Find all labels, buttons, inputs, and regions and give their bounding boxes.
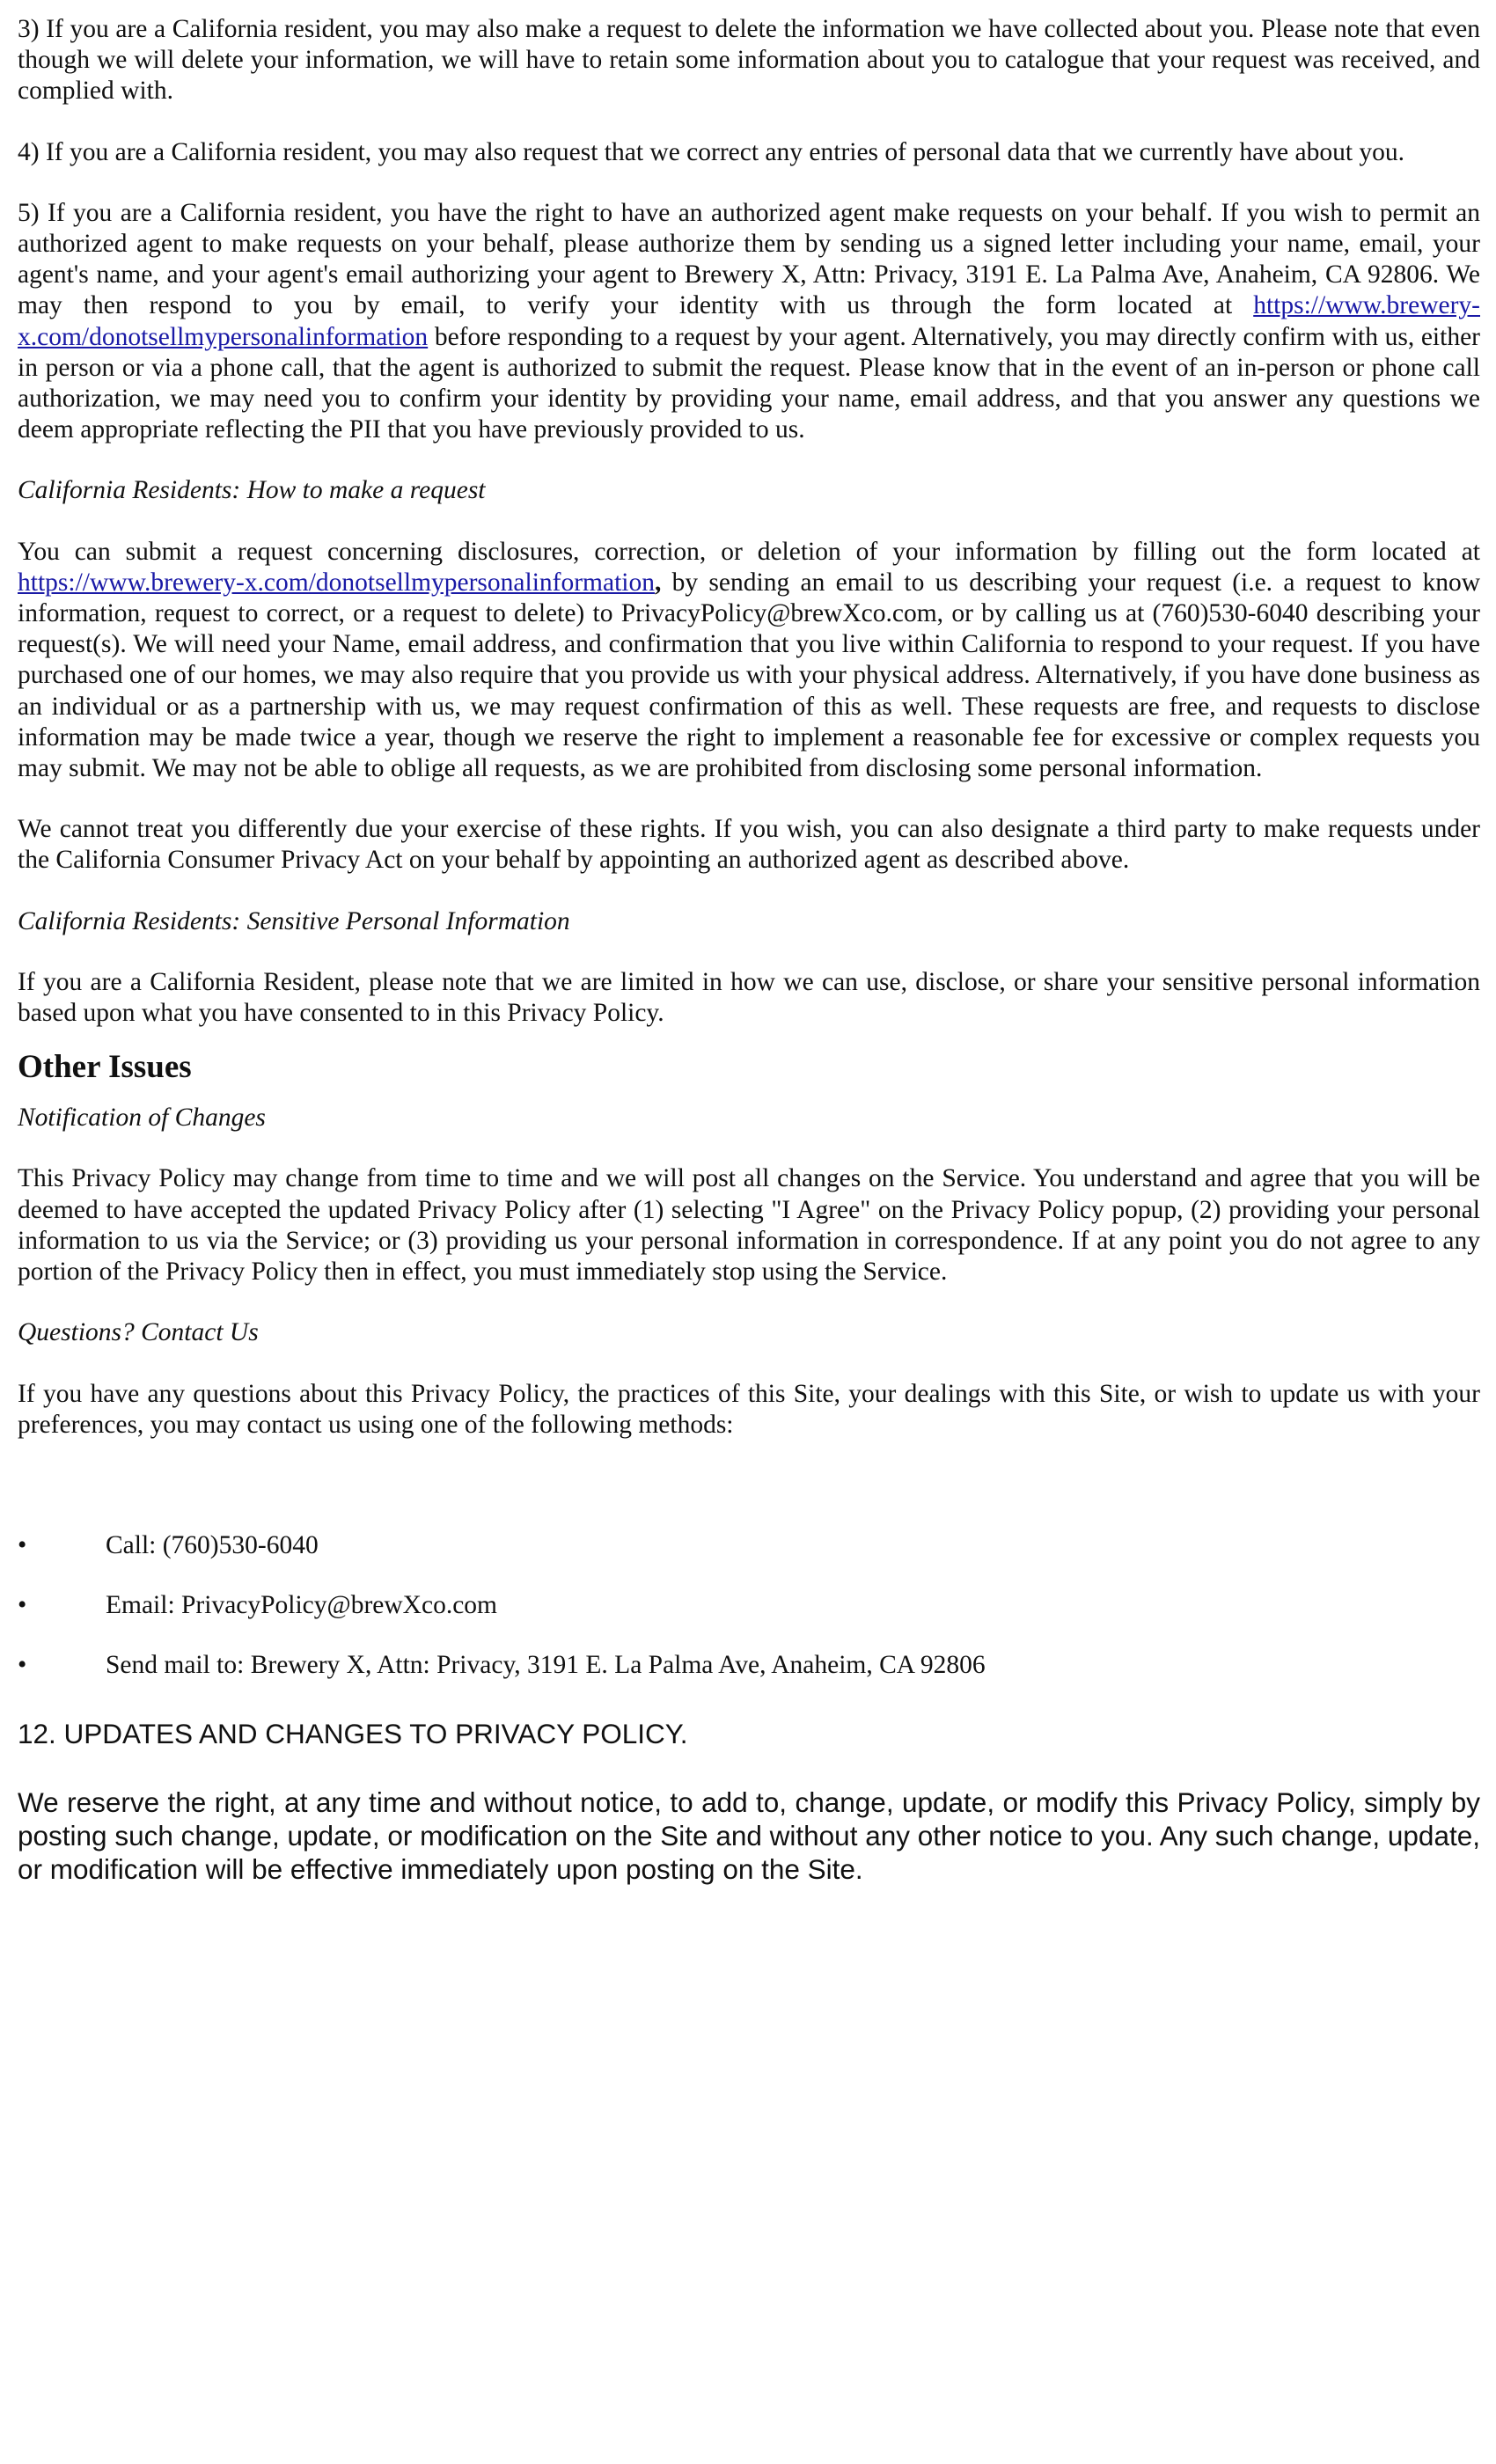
section-12-heading: 12. UPDATES AND CHANGES TO PRIVACY POLICY. [18, 1717, 688, 1749]
how-to-text-2: by sending an email to us describing your request (i.e. a request to know information, request to correct, or a request to delete) to PrivacyPolicy@brewXco.com, or by calling us at (760)530-6040 describing your request(s). We will need your Name, email address, and confirmation that you live within California to respond to your request. If you have purchased one of our homes, we may also require that you provide us with your physical address. Alternatively, if you have done business as an individual or as a partnership with us, we may request confirmation of this as well. These requests are free, and requests to disclose information may be made twice a year, though we reserve the right to implement a reasonable fee for excessive or complex requests you may submit. We may not be able to oblige all requests, as we are prohibited from disclosing some personal information. [18, 568, 1480, 783]
contact-method-text: Call: (760)530-6040 [106, 1530, 319, 1559]
contact-method-mail [18, 1650, 1480, 1681]
authorized-agent-text-1: 5) If you are a California resident, you have the right to have an authorized agent make requests on your behalf. If you wish to permit an authorized agent to make requests on your behalf, please authorize them by sending us a signed letter including your name, email, your agent's name, and your agent's email authorizing your agent to Brewery X, Attn: Privacy, 3191 E. La Palma Ave, Anaheim, CA 92806. We may then respond to you by email, to verify your identity with us through the form located at [18, 198, 1480, 320]
section-12-body: We reserve the right, at any time and without notice, to add to, change, update, or modify this Privacy Policy, simply by posting such change, update, or modification on the Site and without any other notice to you. Any such change, update, or modification will be effective immediately upon posting on the Site. [18, 1786, 1480, 1885]
paragraph-correct-request: 4) If you are a California resident, you may also request that we correct any entries of personal data that we currently have about you. [18, 137, 1405, 166]
paragraph-notification: This Privacy Policy may change from time to time and we will post all changes on the Service. You understand and agree that you will be deemed to have accepted the updated Privacy Policy after (1) selecting "I Agree" on the Privacy Policy popup, (2) providing your personal information to us via the Service; or (3) providing us your personal information in correspondence. If at any point you do not agree to any portion of the Privacy Policy then in effect, you must immediately stop using the Service. [18, 1164, 1480, 1287]
request-form-link[interactable]: https://www.brewery-x.com/donotsellmypersonalinformation [18, 568, 655, 597]
sensitive-info-heading: California Residents: Sensitive Personal Information [18, 906, 570, 935]
paragraph-authorized-agent [18, 198, 1480, 446]
how-to-comma: , [654, 568, 662, 597]
contact-method-text: Send mail to: Brewery X, Attn: Privacy, 3191 E. La Palma Ave, Anaheim, CA 92806 [106, 1651, 986, 1680]
privacy-policy-document [18, 14, 1480, 1886]
bullet-icon: • [18, 1591, 27, 1620]
notification-heading: Notification of Changes [18, 1104, 266, 1133]
do-not-sell-link[interactable]: https://www.brewery-x.com/donotsellmypersonalinformation [18, 291, 1480, 351]
how-to-request-heading: California Residents: How to make a request [18, 476, 486, 505]
contact-heading: Questions? Contact Us [18, 1318, 259, 1347]
paragraph-delete-request: 3) If you are a California resident, you may also make a request to delete the information we have collected about you. Please note that even though we will delete your information, we will have to retain some information about you to catalogue that your request was received, and complied with. [18, 15, 1480, 106]
paragraph-how-to-request [18, 537, 1480, 785]
bullet-icon: • [18, 1651, 27, 1680]
other-issues-heading: Other Issues [18, 1049, 192, 1086]
contact-method-text: Email: PrivacyPolicy@brewXco.com [106, 1591, 497, 1620]
authorized-agent-text-2: before responding to a request by your agent. Alternatively, you may directly confirm with us, either in person or via a phone call, that the agent is authorized to submit the request. Please know that in the event of an in-person or phone call authorization, we may need you to confirm your identity by providing your name, email address, and that you answer any questions we deem appropriate reflecting the PII that you have previously provided to us. [18, 322, 1480, 444]
contact-methods-list [18, 1530, 1480, 1682]
contact-method-email [18, 1590, 1480, 1621]
paragraph-contact-intro: If you have any questions about this Privacy Policy, the practices of this Site, your dealings with this Site, or wish to update us with your preferences, you may contact us using one of the following methods: [18, 1379, 1480, 1439]
how-to-text-1: You can submit a request concerning disclosures, correction, or deletion of your information by filling out the form located at [18, 537, 1480, 566]
contact-method-call [18, 1530, 1480, 1561]
paragraph-no-discrimination: We cannot treat you differently due your exercise of these rights. If you wish, you can also designate a third party to make requests under the California Consumer Privacy Act on your behalf by appointing an authorized agent as described above. [18, 815, 1480, 875]
paragraph-sensitive-info: If you are a California Resident, please note that we are limited in how we can use, disclose, or share your sensitive personal information based upon what you have consented to in this Privacy Policy. [18, 967, 1480, 1028]
bullet-icon: • [18, 1530, 27, 1559]
